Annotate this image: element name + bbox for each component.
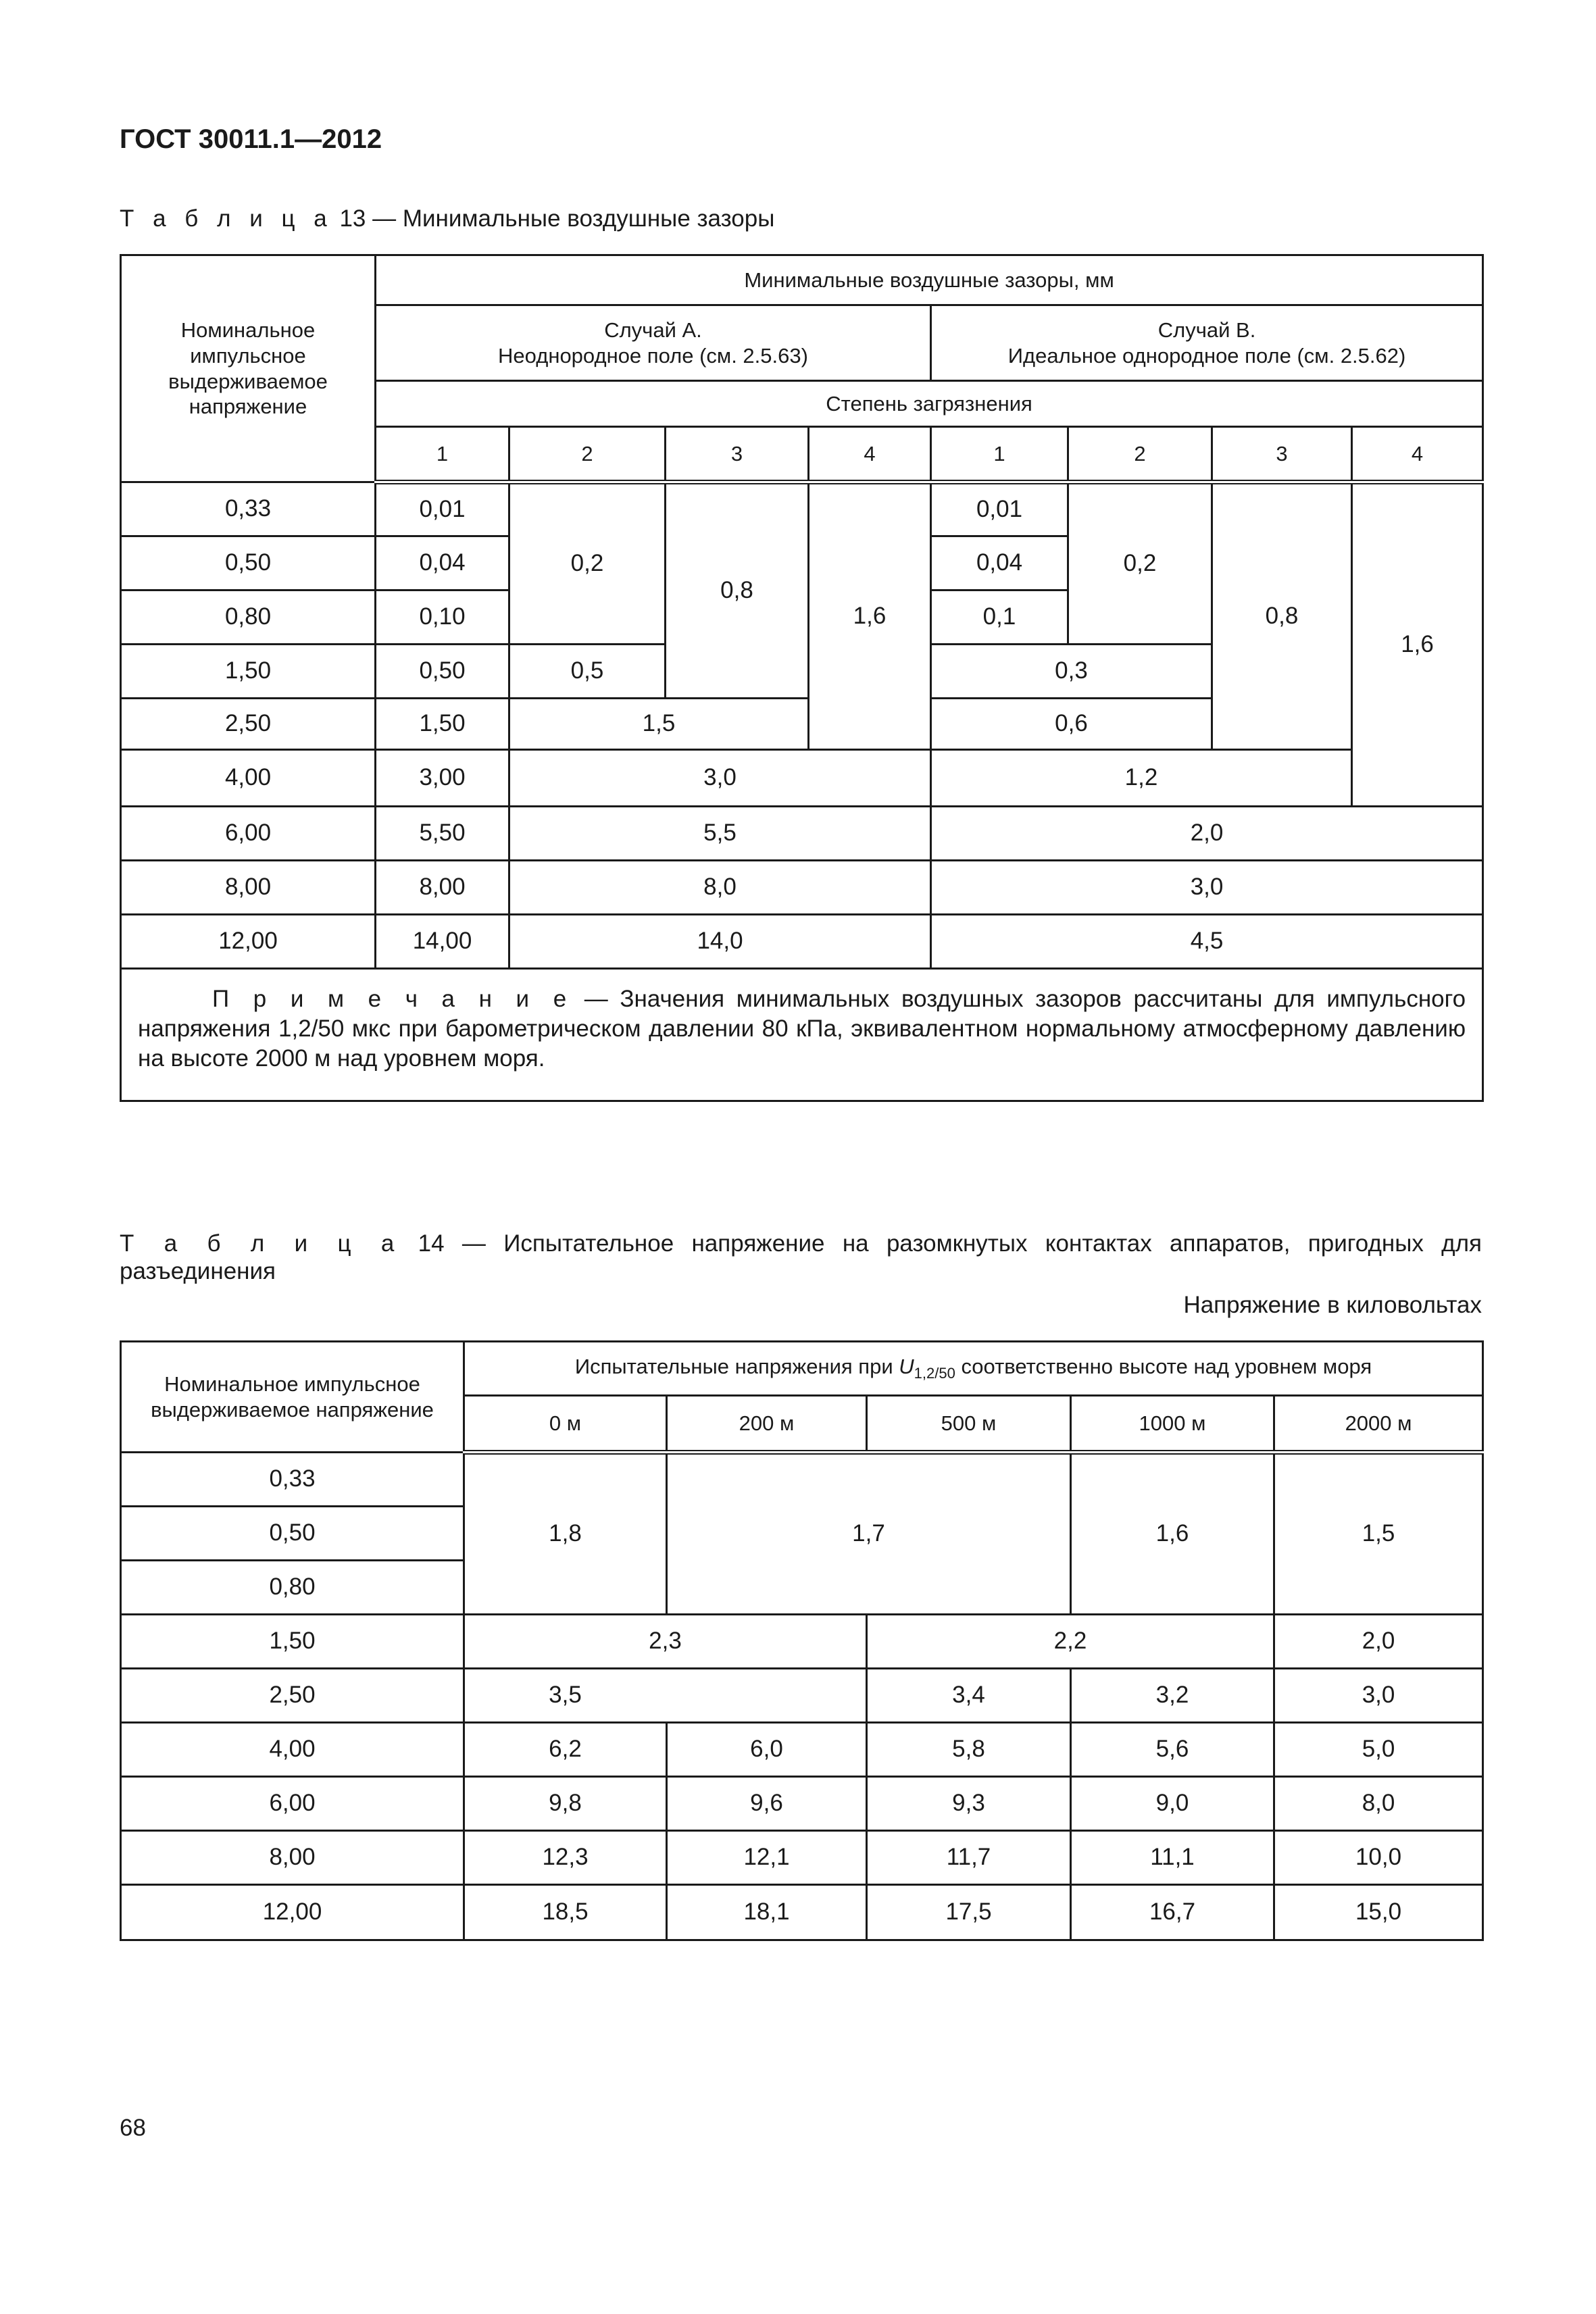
altitude-200: 200 м	[667, 1396, 867, 1453]
pollution-degree-b-4: 4	[1352, 427, 1483, 482]
header-rated-voltage: Номинальное импульсное выдерживаемое напряжение	[121, 1342, 464, 1453]
rated-voltage-cell: 6,00	[121, 807, 376, 861]
value-cell: 3,0	[1274, 1669, 1483, 1723]
table-14	[120, 1340, 1484, 1941]
rated-voltage-cell: 4,00	[121, 1723, 464, 1777]
header-pollution-degree: Степень загрязнения	[376, 381, 1483, 427]
value-cell: 3,2	[1071, 1669, 1274, 1723]
rated-voltage-cell: 6,00	[121, 1777, 464, 1831]
value-cell: 1,6	[1352, 482, 1483, 807]
value-cell: 4,5	[931, 915, 1483, 969]
value-cell: 14,00	[376, 915, 509, 969]
table-row	[121, 915, 1483, 969]
rated-voltage-cell: 8,00	[121, 1831, 464, 1885]
value-cell: 8,0	[1274, 1777, 1483, 1831]
value-cell: 14,0	[509, 915, 931, 969]
table-row	[121, 807, 1483, 861]
value-cell: 17,5	[867, 1885, 1071, 1940]
table-row	[121, 1831, 1483, 1885]
value-cell: 0,8	[666, 482, 809, 699]
value-cell: 5,5	[509, 807, 931, 861]
pollution-degree-b-1: 1	[931, 427, 1068, 482]
value-cell: 0,2	[1068, 482, 1212, 645]
value-cell: 8,00	[376, 861, 509, 915]
rated-voltage-cell: 2,50	[121, 1669, 464, 1723]
value-cell: 12,1	[667, 1831, 867, 1885]
value-cell: 1,50	[376, 699, 509, 750]
u-symbol: U	[899, 1354, 914, 1378]
value-cell: 2,0	[931, 807, 1483, 861]
value-cell: 5,50	[376, 807, 509, 861]
value-text: 3,5	[549, 1682, 582, 1709]
value-cell: 1,2	[931, 750, 1352, 807]
table-14-units: Напряжение в киловольтах	[1183, 1292, 1482, 1318]
table-14-caption-text: 14 — Испытательное напряжение на разомкнутых контактах аппаратов, пригодных для	[400, 1230, 1482, 1257]
rated-voltage-cell: 4,00	[121, 750, 376, 807]
rated-voltage-cell: 0,50	[121, 536, 376, 590]
value-cell: 11,7	[867, 1831, 1071, 1885]
table-13-caption-text: 13 — Минимальные воздушные зазоры	[332, 205, 775, 232]
table-row	[121, 1453, 1483, 1507]
value-cell: 0,6	[931, 699, 1212, 750]
case-b-subtitle: Идеальное однородное поле (см. 2.5.62)	[1007, 343, 1406, 368]
header-test-voltages	[464, 1342, 1483, 1396]
case-b-title: Случай В.	[1157, 318, 1256, 342]
rated-voltage-cell: 0,80	[121, 590, 376, 645]
value-cell: 0,5	[509, 645, 666, 699]
table-row	[121, 1615, 1483, 1669]
value-cell: 2,0	[1274, 1615, 1483, 1669]
altitude-2000: 2000 м	[1274, 1396, 1483, 1453]
altitude-1000: 1000 м	[1071, 1396, 1274, 1453]
value-cell: 8,0	[509, 861, 931, 915]
table-row	[121, 1885, 1483, 1940]
rated-voltage-cell: 12,00	[121, 915, 376, 969]
header-min-air-gaps: Минимальные воздушные зазоры, мм	[376, 255, 1483, 305]
table-13-note	[121, 969, 1483, 1101]
pollution-degree-a-1: 1	[376, 427, 509, 482]
value-cell: 3,4	[867, 1669, 1071, 1723]
rated-voltage-cell: 0,33	[121, 482, 376, 536]
header-rated-voltage: Номинальное импульсное выдерживаемое напряжение	[121, 255, 376, 482]
value-cell: 9,8	[464, 1777, 667, 1831]
value-cell: 6,0	[667, 1723, 867, 1777]
note-text: — Значения минимальных воздушных зазоров рассчитаны для импульсного напряжения 1,2/50 мкс при барометрическом давлении 80 кПа, эквивалентном нормальному атмосферному давлению на высоте 2000 м над уровнем моря.	[138, 986, 1466, 1072]
table-13-caption	[120, 205, 774, 232]
value-cell: 5,0	[1274, 1723, 1483, 1777]
value-cell: 1,5	[1274, 1453, 1483, 1615]
page-number: 68	[120, 2115, 146, 2141]
value-cell: 0,2	[509, 482, 666, 645]
value-cell: 0,8	[1212, 482, 1352, 750]
value-cell: 0,50	[376, 645, 509, 699]
value-cell: 5,8	[867, 1723, 1071, 1777]
value-cell: 0,3	[931, 645, 1212, 699]
value-cell: 1,5	[509, 699, 809, 750]
value-cell: 6,2	[464, 1723, 667, 1777]
value-cell: 16,7	[1071, 1885, 1274, 1940]
header-case-a	[376, 305, 931, 381]
value-cell: 0,1	[931, 590, 1068, 645]
value-cell: 0,01	[376, 482, 509, 536]
rated-voltage-cell: 0,80	[121, 1561, 464, 1615]
rated-voltage-cell: 1,50	[121, 1615, 464, 1669]
value-cell: 3,0	[931, 861, 1483, 915]
pollution-degree-b-3: 3	[1212, 427, 1352, 482]
value-cell: 0,04	[376, 536, 509, 590]
value-cell: 1,6	[809, 482, 931, 750]
rated-voltage-cell: 1,50	[121, 645, 376, 699]
rated-voltage-cell: 12,00	[121, 1885, 464, 1940]
table-row	[121, 1669, 1483, 1723]
pollution-degree-a-3: 3	[666, 427, 809, 482]
table-14-caption	[120, 1228, 1482, 1259]
value-cell: 1,8	[464, 1453, 667, 1615]
value-cell: 10,0	[1274, 1831, 1483, 1885]
table-row	[121, 861, 1483, 915]
rated-voltage-cell: 2,50	[121, 699, 376, 750]
rated-voltage-cell: 0,33	[121, 1453, 464, 1507]
value-cell: 1,6	[1071, 1453, 1274, 1615]
value-cell: 11,1	[1071, 1831, 1274, 1885]
document-code: ГОСТ 30011.1—2012	[120, 124, 382, 154]
value-cell: 2,3	[464, 1615, 867, 1669]
value-cell: 15,0	[1274, 1885, 1483, 1940]
value-cell: 9,6	[667, 1777, 867, 1831]
value-cell	[464, 1669, 867, 1723]
table-row	[121, 750, 1483, 807]
value-cell: 0,10	[376, 590, 509, 645]
test-voltages-pre: Испытательные напряжения при	[574, 1354, 899, 1378]
test-voltages-post: соответственно высоте над уровнем моря	[955, 1354, 1372, 1378]
table-row	[121, 1777, 1483, 1831]
pollution-degree-b-2: 2	[1068, 427, 1212, 482]
value-cell: 18,5	[464, 1885, 667, 1940]
pollution-degree-a-4: 4	[809, 427, 931, 482]
value-cell: 0,01	[931, 482, 1068, 536]
altitude-0: 0 м	[464, 1396, 667, 1453]
table-14-caption-line2: разъединения	[120, 1258, 276, 1284]
value-cell: 5,6	[1071, 1723, 1274, 1777]
value-cell: 9,0	[1071, 1777, 1274, 1831]
u-subscript: 1,2/50	[914, 1365, 955, 1382]
altitude-500: 500 м	[867, 1396, 1071, 1453]
value-cell: 9,3	[867, 1777, 1071, 1831]
value-cell: 3,00	[376, 750, 509, 807]
value-cell: 18,1	[667, 1885, 867, 1940]
pollution-degree-a-2: 2	[509, 427, 666, 482]
value-cell: 2,2	[867, 1615, 1274, 1669]
table-row	[121, 482, 1483, 536]
value-cell: 3,0	[509, 750, 931, 807]
rated-voltage-cell: 8,00	[121, 861, 376, 915]
table-13-caption-prefix: Т а б л и ц а	[120, 205, 333, 232]
value-cell: 1,7	[667, 1453, 1071, 1615]
note-prefix: П р и м е ч а н и е	[212, 986, 573, 1012]
value-cell: 0,04	[931, 536, 1068, 590]
table-14-caption-prefix: Т а б л и ц а	[120, 1230, 401, 1257]
rated-voltage-cell: 0,50	[121, 1507, 464, 1561]
table-13	[120, 254, 1484, 1102]
case-a-subtitle: Неоднородное поле (см. 2.5.63)	[498, 343, 808, 368]
value-cell: 12,3	[464, 1831, 667, 1885]
table-row	[121, 1723, 1483, 1777]
case-a-title: Случай А.	[604, 318, 702, 342]
header-case-b	[931, 305, 1483, 381]
